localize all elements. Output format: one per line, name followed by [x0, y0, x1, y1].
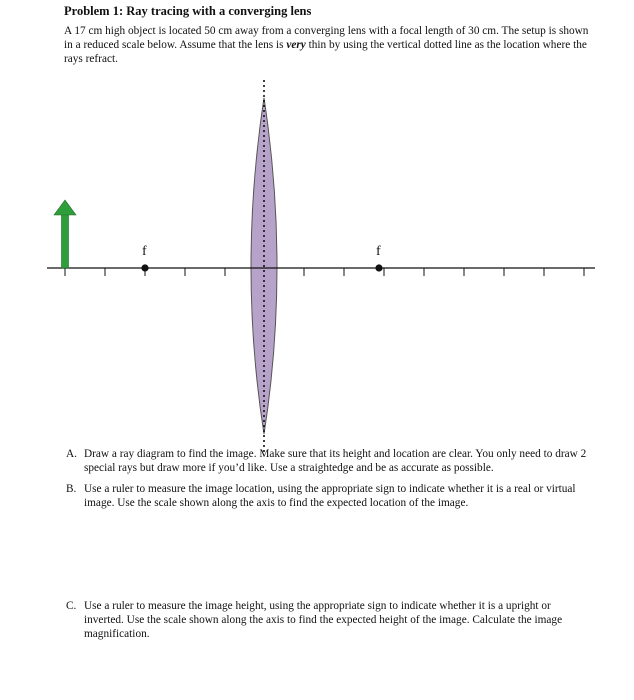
object-arrow: [54, 200, 76, 268]
focal-point-left: [141, 264, 148, 271]
question-letter: A.: [66, 448, 77, 460]
focal-point-right: [375, 264, 382, 271]
intro-emphasis: very: [286, 39, 306, 51]
object-arrow-shaft: [62, 213, 69, 268]
question-text: Use a ruler to measure the image location, using the appropriate sign to indicate whether it is a real or virtual image. Use the scale shown along the axis to find the expected location of the image.: [84, 483, 576, 509]
focal-label-left: f: [142, 244, 147, 259]
question-a: [66, 447, 591, 475]
question-text: Draw a ray diagram to find the image. Make sure that its height and location are clear. You only need to draw 2 special rays but draw more if you’d like. Use a straightedge and be as accurate as possible.: [84, 448, 587, 474]
question-b: [66, 482, 591, 510]
question-letter: B.: [66, 483, 77, 495]
object-arrow-head: [54, 200, 76, 215]
question-c: [66, 599, 591, 641]
question-text: Use a ruler to measure the image height, using the appropriate sign to indicate whether it is a upright or inverted. Use the scale shown along the axis to find the expected height of the image. Calculate the image magnification.: [84, 600, 563, 640]
intro-text-part1: A 17 cm high object is located 50 cm away from a converging lens with a focal length of 30 cm. The setup is shown in a reduced scale below. Assume that the lens is: [64, 25, 589, 51]
intro-text-part2: thin by using the vertical dotted line as the location where the rays refract.: [64, 39, 587, 65]
question-letter: C.: [66, 600, 77, 612]
problem-title: Problem 1: Ray tracing with a converging lens: [64, 4, 312, 18]
focal-label-right: f: [376, 244, 381, 259]
